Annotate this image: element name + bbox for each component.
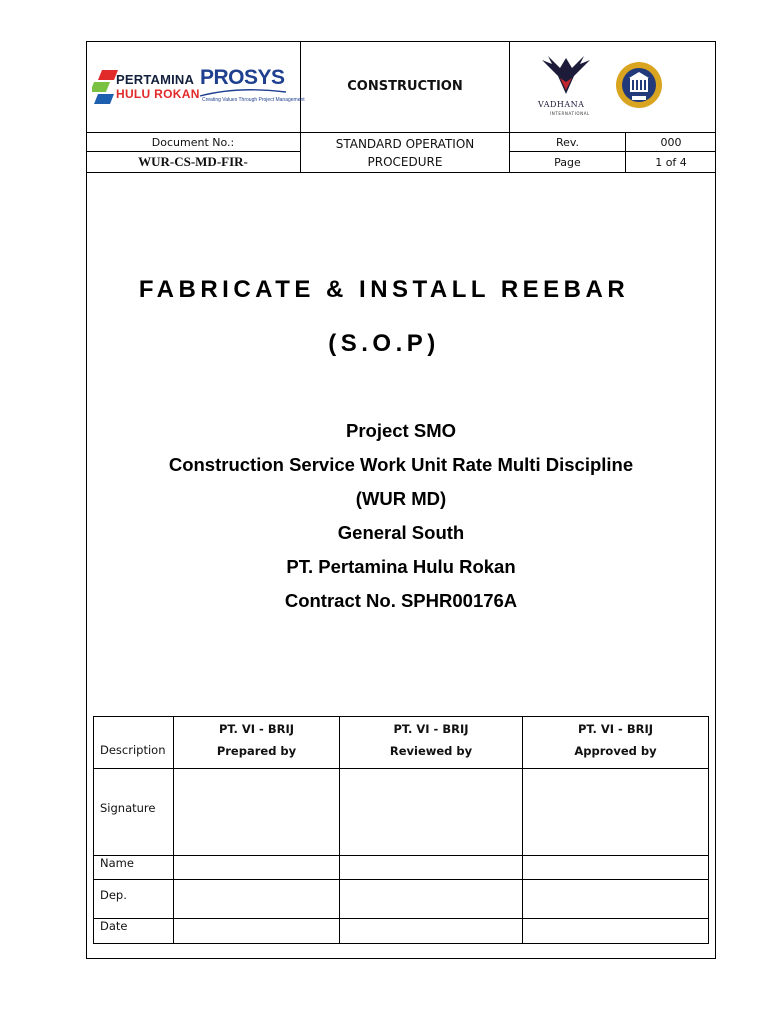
seal-logo: [614, 60, 664, 110]
rev-value: 000: [660, 135, 682, 149]
row-label-name: Name: [100, 856, 134, 870]
row-label-date: Date: [100, 919, 128, 933]
approved-role: Approved by: [574, 744, 657, 758]
document-title: FABRICATE & INSTALL REEBAR: [138, 276, 630, 303]
vadhana-logo: [530, 54, 610, 120]
signature-table: [93, 716, 709, 944]
document-no-value: WUR-CS-MD-FIR-: [138, 154, 248, 169]
prepared-role: Prepared by: [216, 744, 297, 758]
seal-emblem-icon: [614, 60, 664, 110]
column-approved: [523, 722, 708, 758]
row-label-signature: Signature: [100, 801, 156, 815]
sig-hline-name: [94, 879, 708, 880]
prosys-text: PROSYS: [200, 66, 285, 89]
header-divider-end: [86, 172, 716, 173]
vadhana-text: VADHANA: [538, 100, 585, 109]
prosys-tagline: Creating Values Through Project Management: [202, 97, 305, 103]
sop-label-line2: PROCEDURE: [367, 154, 443, 169]
prepared-company: PT. VI - BRIJ: [218, 722, 295, 736]
column-prepared: [174, 722, 339, 758]
page-label: Page: [554, 155, 581, 169]
sop-label-line1: STANDARD OPERATION: [335, 136, 475, 151]
reviewed-company: PT. VI - BRIJ: [393, 722, 469, 736]
project-line-2: Construction Service Work Unit Rate Multi Discipline: [168, 454, 634, 475]
sig-hline-dep: [94, 918, 708, 919]
header-construction-title: CONSTRUCTION: [347, 79, 463, 94]
sop-label: [301, 133, 509, 172]
pertamina-logo: [92, 70, 202, 110]
prosys-logo: [198, 66, 305, 106]
rev-label: Rev.: [555, 135, 580, 149]
hulu-rokan-text: HULU ROKAN: [116, 87, 200, 101]
vadhana-subtext: INTERNATIONAL: [550, 111, 590, 116]
project-line-5: PT. Pertamina Hulu Rokan: [286, 556, 516, 577]
pertamina-text: PERTAMINA: [116, 72, 195, 87]
project-line-1: Project SMO: [346, 420, 456, 441]
project-line-3: (WUR MD): [355, 488, 447, 509]
project-line-4: General South: [337, 522, 465, 543]
document-subtitle-sop: (S.O.P): [328, 330, 440, 357]
eagle-icon: [538, 54, 594, 98]
row-label-dep: Dep.: [100, 888, 127, 902]
page-value: 1 of 4: [655, 155, 687, 169]
sig-hline-head: [94, 768, 708, 769]
column-reviewed: [340, 722, 522, 758]
document-no-label: Document No.:: [151, 135, 235, 149]
sig-hline-signature: [94, 855, 708, 856]
project-line-6: Contract No. SPHR00176A: [284, 590, 518, 611]
approved-company: PT. VI - BRIJ: [577, 722, 654, 736]
reviewed-role: Reviewed by: [389, 744, 473, 758]
row-label-description: Description: [100, 743, 166, 757]
